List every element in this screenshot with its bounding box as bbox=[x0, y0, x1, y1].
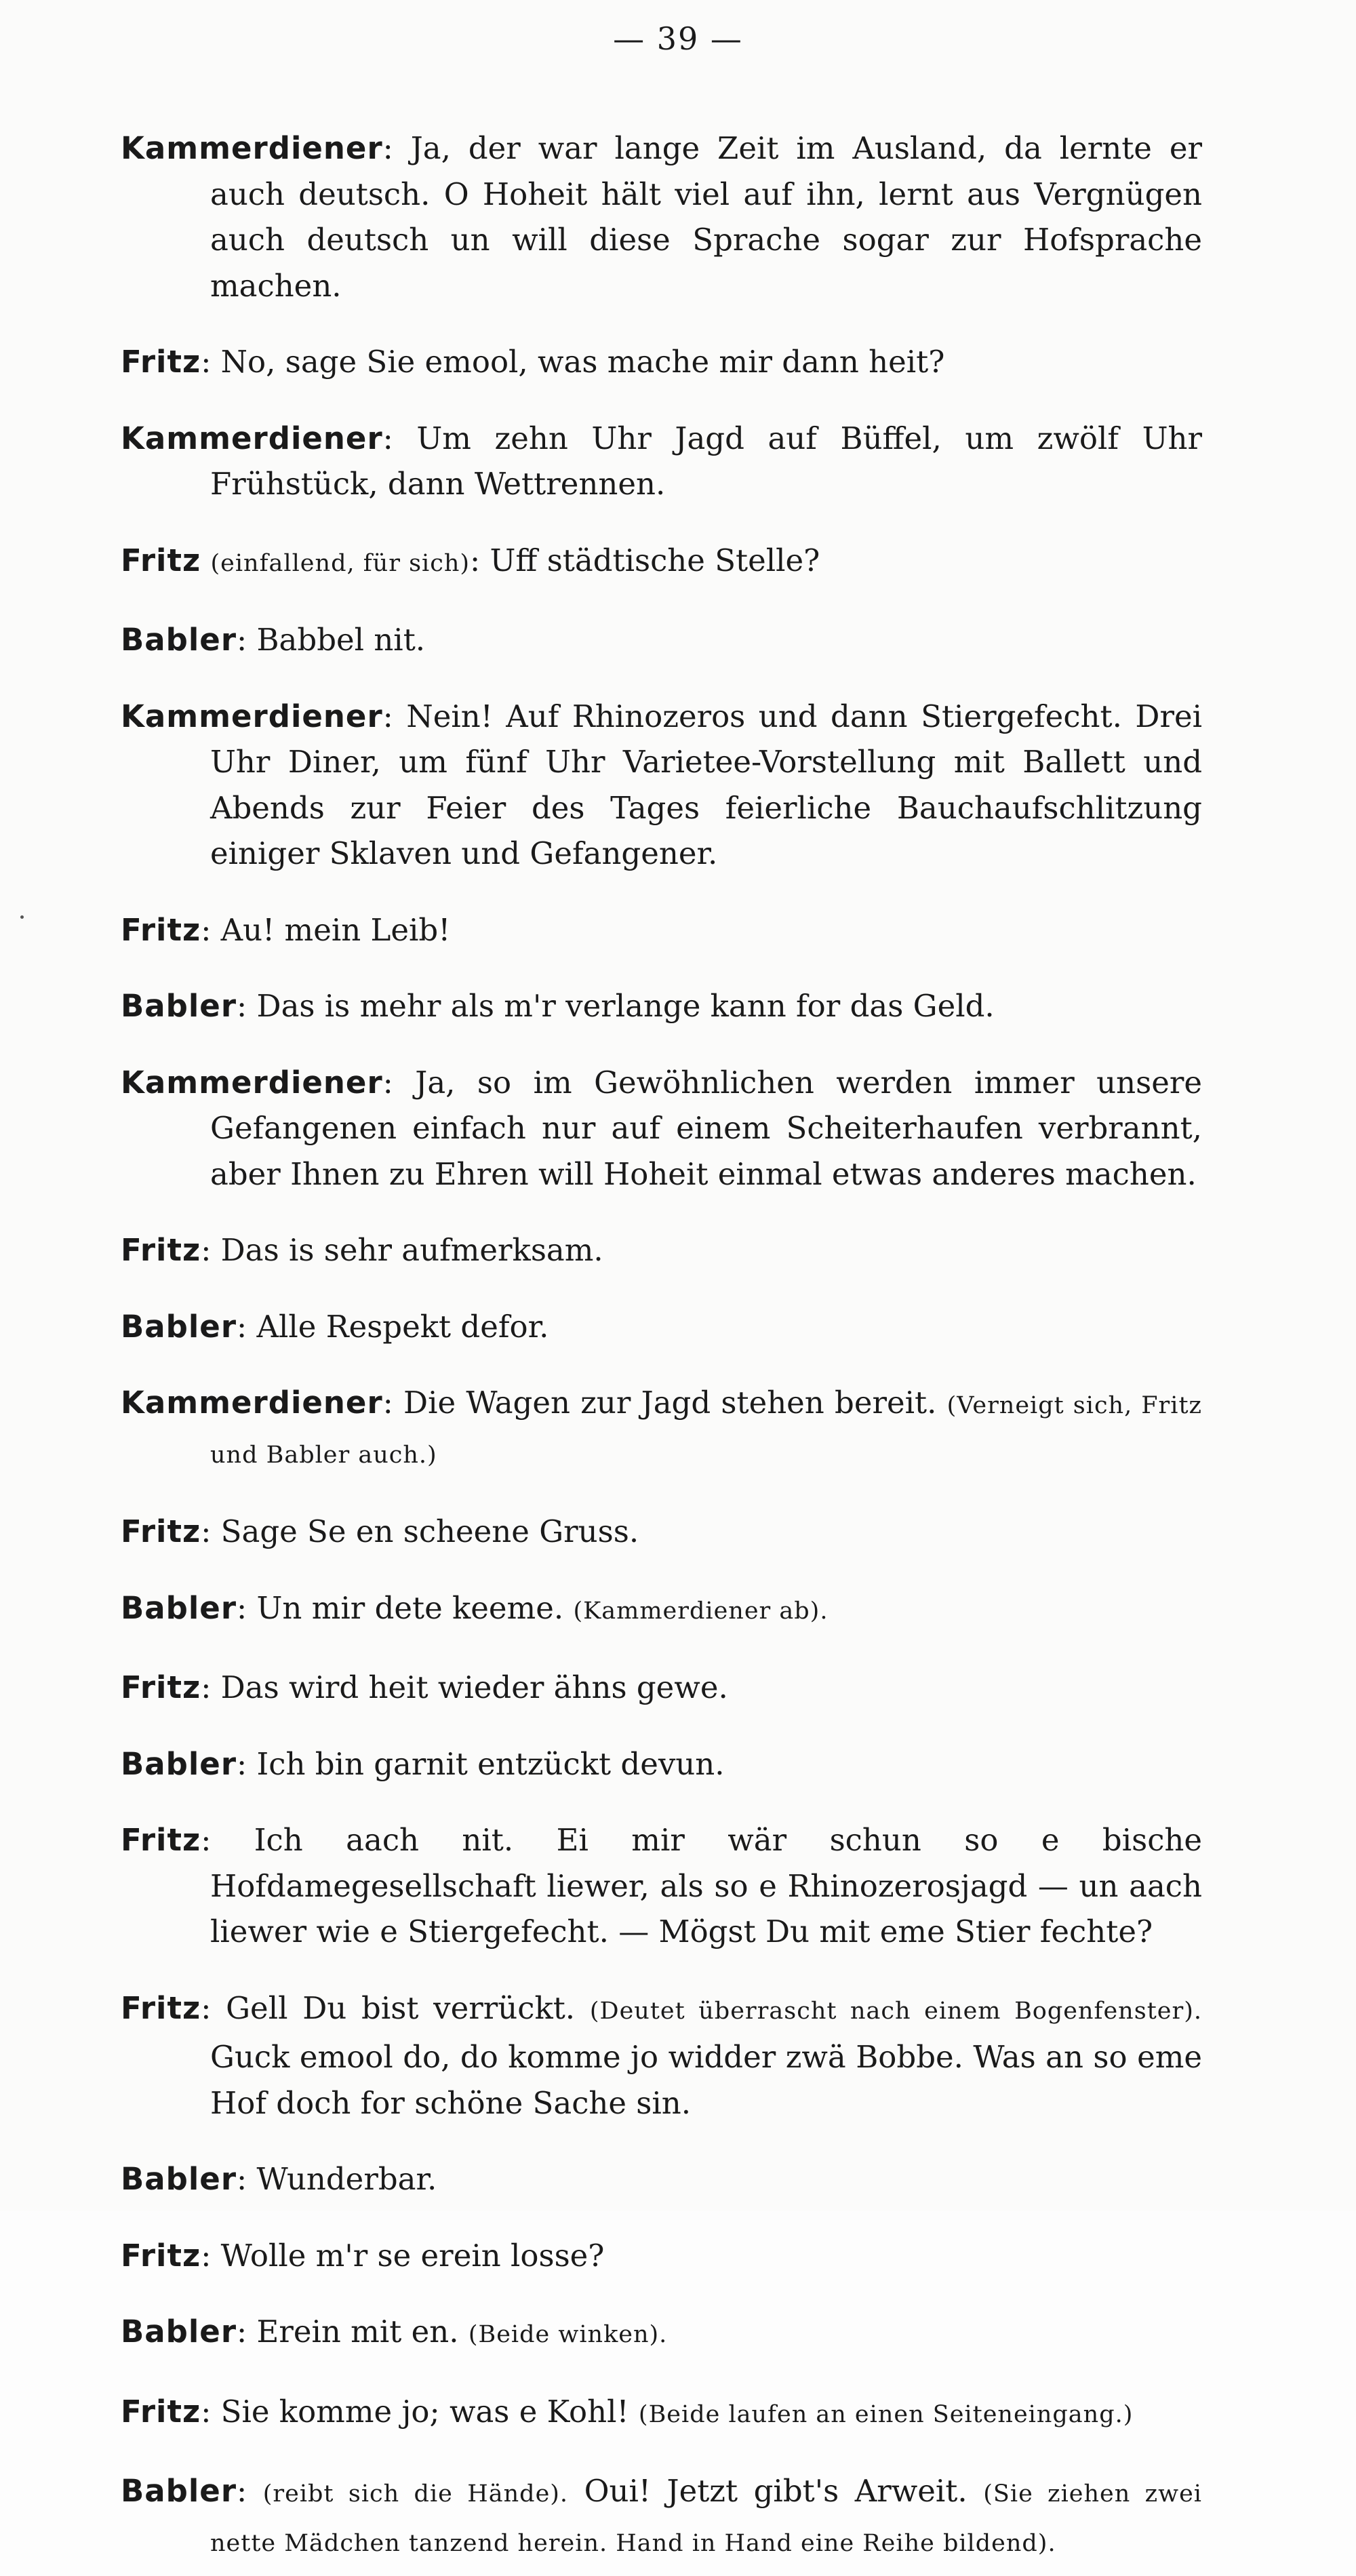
line-text: Gell Du bist verrückt. bbox=[226, 1989, 576, 2026]
line-text: Das wird heit wieder ähns gewe. bbox=[220, 1669, 728, 1705]
speaker-name: Fritz bbox=[121, 911, 201, 948]
line-text: Uff städtische Stelle? bbox=[490, 542, 820, 578]
separator: : bbox=[201, 1513, 221, 1549]
dialogue-entry bbox=[121, 416, 1202, 507]
dialogue-entry bbox=[121, 2233, 1202, 2279]
dialogue-entry bbox=[121, 1817, 1202, 1955]
speaker-name: Fritz bbox=[121, 1989, 201, 2026]
line-text: Wolle m'r se erein losse? bbox=[220, 2237, 605, 2274]
speaker-name: Babler bbox=[121, 2473, 237, 2509]
line-text: Die Wagen zur Jagd stehen bereit. bbox=[403, 1385, 937, 1421]
speaker-name: Fritz bbox=[121, 2393, 201, 2430]
page-number: — 39 — bbox=[613, 20, 743, 57]
separator: : bbox=[201, 344, 221, 380]
dialogue-entry bbox=[121, 1741, 1202, 1787]
line-text: No, sage Sie emool, was mache mir dann heit? bbox=[220, 344, 945, 380]
line-text: Au! mein Leib! bbox=[220, 911, 451, 948]
stage-direction: (Sie ziehen zwei nette Mädchen tanzend herein. Hand in Hand eine Reihe bildend). bbox=[210, 2480, 1202, 2557]
line-text: Wunderbar. bbox=[256, 2161, 437, 2197]
line-text: Nein! Auf Rhinozeros und dann Stiergefecht. Drei Uhr Diner, um fünf Uhr Varietee-Vorstellung mit Ballett und Abends zur Feier des Tages feierliche Bauchaufschlitzung einiger Sklaven und Gefangener. bbox=[210, 698, 1203, 871]
dialogue-entry bbox=[121, 1665, 1202, 1711]
dialogue-entry bbox=[121, 694, 1202, 877]
dialogue-entry bbox=[121, 983, 1202, 1029]
dialogue-entry bbox=[121, 1380, 1202, 1478]
separator: : bbox=[382, 1385, 404, 1421]
separator: : bbox=[237, 1589, 257, 1626]
speaker-name: Kammerdiener bbox=[121, 698, 383, 734]
dialogue-entry bbox=[121, 1304, 1202, 1350]
line-text: Sie komme jo; was e Kohl! bbox=[220, 2393, 629, 2430]
dialogue-entry bbox=[121, 538, 1202, 587]
line-text: Das is mehr als m'r verlange kann for das Geld. bbox=[256, 988, 995, 1024]
speaker-name: Fritz bbox=[121, 542, 201, 578]
dialogue-entry bbox=[121, 339, 1202, 385]
separator: : bbox=[201, 1669, 221, 1705]
speaker-name: Babler bbox=[121, 1308, 237, 1345]
line-text: Babbel nit. bbox=[256, 622, 426, 658]
line-text: Ja, so im Gewöhnlichen werden immer unsere Gefangenen einfach nur auf einem Scheiterhaufen verbrannt, aber Ihnen zu Ehren will Hoheit einmal etwas anderes machen. bbox=[210, 1064, 1203, 1192]
dialogue-entry bbox=[121, 2468, 1202, 2567]
dialogue-entry bbox=[121, 2309, 1202, 2358]
separator: : bbox=[201, 1232, 221, 1268]
stage-direction: (reibt sich die Hände). bbox=[262, 2480, 569, 2508]
dialogue-entry bbox=[121, 1060, 1202, 1197]
dialogue-entry bbox=[121, 617, 1202, 663]
speaker-name: Kammerdiener bbox=[121, 1385, 383, 1421]
separator: : bbox=[201, 2237, 221, 2274]
dialogue-text bbox=[121, 95, 1202, 2576]
line-text: Ich aach nit. Ei mir wär schun so e bische Hofdamegesellschaft liewer, als so e Rhinozerosjagd — un aach liewer wie e Stiergefecht. — Mögst Du mit eme Stier fechte? bbox=[210, 1822, 1203, 1949]
dialogue-entry bbox=[121, 2156, 1202, 2202]
speaker-name: Fritz bbox=[121, 1513, 201, 1549]
separator: : bbox=[470, 542, 490, 578]
line-text: Erein mit en. bbox=[256, 2314, 459, 2350]
separator: : bbox=[201, 2393, 221, 2430]
speaker-name: Fritz bbox=[121, 2237, 201, 2274]
speaker-name: Kammerdiener bbox=[121, 130, 383, 166]
stage-direction: (Deutet überrascht nach einem Bogenfenster). bbox=[589, 1997, 1202, 2025]
speaker-name: Kammerdiener bbox=[121, 1064, 383, 1101]
speaker-name: Babler bbox=[121, 988, 237, 1024]
separator: : bbox=[237, 2161, 257, 2197]
line-text: Ich bin garnit entzückt devun. bbox=[256, 1745, 725, 1782]
line-text: Das is sehr aufmerksam. bbox=[220, 1232, 603, 1268]
speaker-name: Kammerdiener bbox=[121, 420, 383, 456]
dialogue-entry bbox=[121, 1227, 1202, 1273]
line-text-continued: Guck emool do, do komme jo widder zwä Bobbe. Was an so eme Hof doch for schöne Sache sin. bbox=[210, 2039, 1202, 2121]
separator: : bbox=[237, 1308, 257, 1345]
separator: : bbox=[237, 2473, 263, 2509]
separator: : bbox=[201, 1989, 226, 2026]
line-text: Ja, der war lange Zeit im Ausland, da lernte er auch deutsch. O Hoheit hält viel auf ihn, lernt aus Vergnügen auch deutsch un will diese Sprache sogar zur Hofsprache machen. bbox=[210, 130, 1203, 304]
separator: : bbox=[237, 622, 257, 658]
separator: : bbox=[237, 1745, 257, 1782]
speaker-name: Babler bbox=[121, 2314, 237, 2350]
dialogue-entry bbox=[121, 125, 1202, 309]
stage-direction: (Kammerdiener ab). bbox=[573, 1597, 829, 1625]
line-text: Un mir dete keeme. bbox=[256, 1589, 564, 1626]
dialogue-entry bbox=[121, 1985, 1202, 2126]
speaker-name: Babler bbox=[121, 1745, 237, 1782]
line-text: Um zehn Uhr Jagd auf Büffel, um zwölf Uhr Frühstück, dann Wettrennen. bbox=[210, 420, 1202, 502]
separator: : bbox=[201, 911, 221, 948]
dialogue-entry bbox=[121, 907, 1202, 953]
speaker-name: Babler bbox=[121, 1589, 237, 1626]
stage-direction: (Beide winken). bbox=[468, 2321, 668, 2348]
stage-direction: (einfallend, für sich) bbox=[210, 549, 471, 577]
line-text: Alle Respekt defor. bbox=[256, 1308, 549, 1345]
speaker-name: Fritz bbox=[121, 1232, 201, 1268]
line-text: Sage Se en scheene Gruss. bbox=[220, 1513, 639, 1549]
speaker-name: Fritz bbox=[121, 1669, 201, 1705]
stage-direction: (Verneigt sich, Fritz und Babler auch.) bbox=[210, 1392, 1202, 1469]
separator: : bbox=[237, 988, 257, 1024]
separator: : bbox=[382, 130, 411, 166]
dialogue-entry bbox=[121, 1585, 1202, 1635]
speaker-name: Fritz bbox=[121, 344, 201, 380]
separator: : bbox=[382, 1064, 416, 1101]
speaker-name: Babler bbox=[121, 622, 237, 658]
stage-direction: (Beide laufen an einen Seiteneingang.) bbox=[638, 2400, 1134, 2428]
print-speck bbox=[20, 915, 24, 919]
separator: : bbox=[201, 1822, 254, 1858]
separator: : bbox=[382, 698, 407, 734]
dialogue-entry bbox=[121, 2389, 1202, 2438]
speaker-name: Babler bbox=[121, 2161, 237, 2197]
separator: : bbox=[237, 2314, 257, 2350]
speaker-name: Fritz bbox=[121, 1822, 201, 1858]
dialogue-entry bbox=[121, 1509, 1202, 1555]
line-text: Oui! Jetzt gibt's Arweit. bbox=[584, 2473, 968, 2509]
separator: : bbox=[382, 420, 417, 456]
